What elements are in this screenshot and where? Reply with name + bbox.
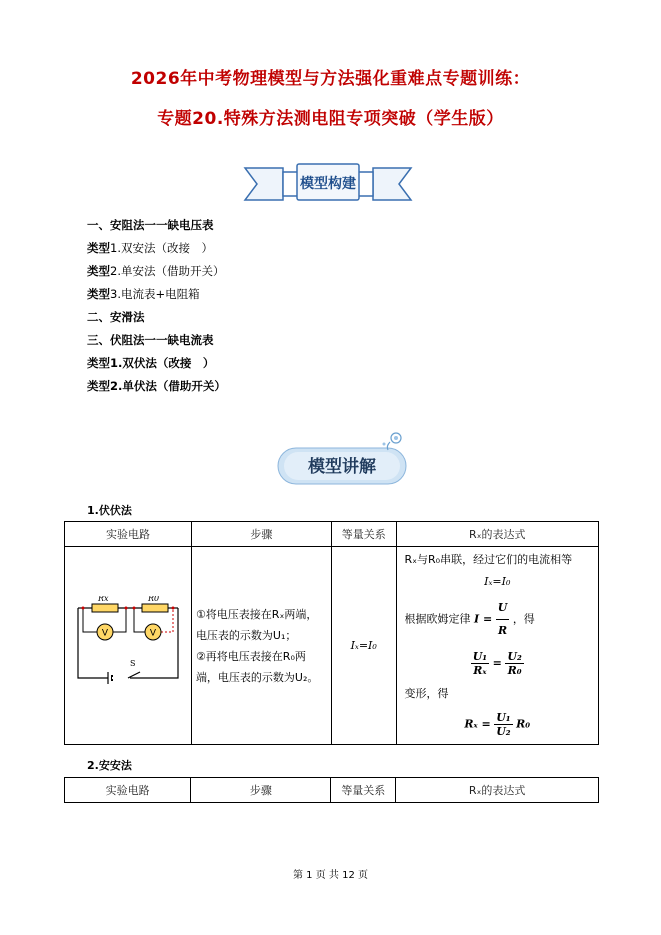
outline-item: 二、安滑法 [87,310,145,324]
outline-item: 类型3.电流表+电阻箱 [87,287,200,301]
banner-label: 模型构建 [300,176,356,192]
section2-heading: 2.安安法 [87,759,132,772]
r0-label: R0 [147,596,160,603]
model-explain-badge [272,428,412,492]
voltmeter-2-label: V [149,628,157,639]
col-header-steps: 步骤 [191,778,331,803]
step-2: ②再将电压表接在R₀两端，电压表的示数为U₂。 [195,649,319,684]
voltmeter-1-label: V [101,628,109,639]
outline-item: 类型2.单安法（借助开关） [87,264,225,278]
section1-heading: 1.伏伏法 [87,504,132,517]
outline-item: 类型1.双伏法（改接 ） [87,356,215,370]
col-header-relation: 等量关系 [331,522,396,547]
expr-line4: 变形，得 [404,687,449,700]
outline-item: 一、安阻法一一缺电压表 [87,218,214,232]
rx-label: Rx [97,596,109,603]
steps-cell [191,547,331,745]
volt-volt-table [64,521,599,745]
col-header-circuit: 实验电路 [65,522,192,547]
outline-item: 类型2.单伏法（借助开关） [87,379,226,393]
expression-cell [396,547,598,745]
document-title-line1: 2026年中考物理模型与方法强化重难点专题训练： [130,69,531,89]
expr-line3-tail: ，得 [512,612,535,626]
relation-cell: Iₓ=I₀ [331,547,396,745]
expr-line2: Iₓ=I₀ [484,575,511,588]
col-header-expression: Rₓ的表达式 [396,778,599,803]
col-header-expression: Rₓ的表达式 [396,522,598,547]
badge-label: 模型讲解 [308,457,376,477]
flower-icon [383,433,402,450]
step-1: ①将电压表接在Rₓ两端，电压表的示数为U₁； [195,607,318,642]
outline-list [87,214,226,398]
ohm-fraction: $\frac{U}{R}$ [496,597,510,642]
circuit-diagram [68,596,188,692]
circuit-cell [65,547,192,745]
document-title-line2: 专题20.特殊方法测电阻专项突破（学生版） [157,109,504,129]
ribbon-banner [243,160,413,208]
ohm-lhs: I = [474,612,493,626]
switch-label: S [129,659,136,668]
expr-line3: 根据欧姆定律 [404,612,471,626]
ratio-equation: $\frac{\text{U₁}}{\text{Rₓ}}$ = $\frac{\text{U₂}}{\text{R₀}}$ [472,650,522,677]
col-header-steps: 步骤 [191,522,331,547]
page-footer: 第 1 页 共 12 页 [293,870,368,881]
outline-item: 三、伏阻法一一缺电流表 [87,333,214,347]
expr-line1: Rₓ与R₀串联，经过它们的电流相等 [404,553,573,566]
col-header-relation: 等量关系 [331,778,396,803]
amp-amp-table [64,777,599,803]
col-header-circuit: 实验电路 [65,778,191,803]
outline-item: 类型1.双安法（改接 ） [87,241,213,255]
result-equation: Rₓ = $\frac{\text{U₁}}{\text{U₂}}$ R₀ [464,711,531,738]
